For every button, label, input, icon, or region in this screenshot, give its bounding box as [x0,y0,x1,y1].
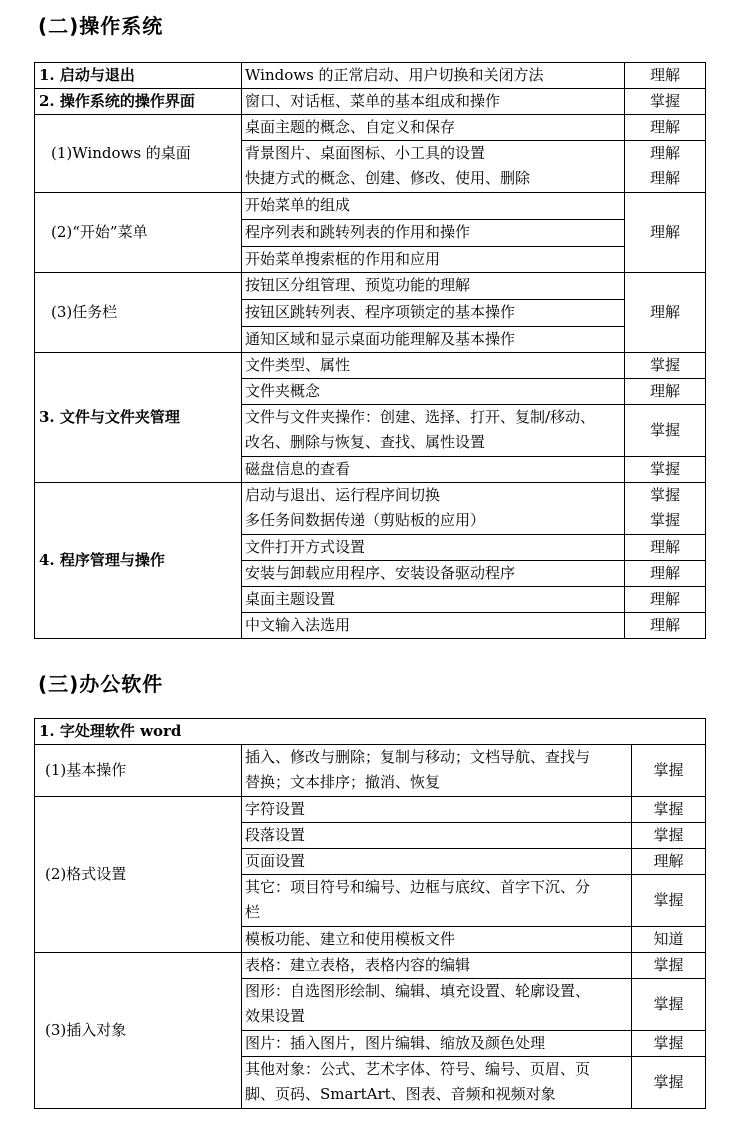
content-line: 图形：自选图形绘制、编辑、填充设置、轮廓设置、 [245,982,591,1000]
content-cell [242,193,625,273]
section-heading-os: (二)操作系统 [38,14,164,38]
category-cell: (1)Windows 的桌面 [35,115,242,193]
content-cell [242,745,632,797]
content-line: 程序列表和跳转列表的作用和操作 [242,219,624,246]
content-cell: 页面设置 [242,849,632,875]
content-line: 插入、修改与删除；复制与移动；文档导航、查找与 [245,748,591,766]
level-cell: 理解 [625,561,706,587]
content-cell [242,1057,632,1109]
subsection-title: 1. 字处理软件 word [35,719,706,745]
content-line: 开始菜单搜索框的作用和应用 [242,246,624,272]
category-cell: (2)格式设置 [35,797,242,953]
level-cell: 掌握 [632,797,706,823]
content-line: 其他对象：公式、艺术字体、符号、编号、页眉、页 [245,1060,591,1078]
content-cell: 字符设置 [242,797,632,823]
level-cell: 掌握 [632,823,706,849]
content-cell [242,875,632,927]
content-line: 多任务间数据传递（剪贴板的应用） [245,511,486,529]
level-cell: 理解 [625,587,706,613]
level-cell: 掌握 [625,457,706,483]
category-cell: (2)“开始”菜单 [35,193,242,273]
content-cell: 文件夹概念 [242,379,625,405]
content-line: 替换；文本排序；撤消、恢复 [245,773,441,791]
category-cell: (3)任务栏 [35,273,242,353]
level-cell: 掌握 [625,89,706,115]
content-cell: 中文输入法选用 [242,613,625,639]
level-line: 理解 [649,169,680,187]
content-cell: Windows 的正常启动、用户切换和关闭方法 [242,63,625,89]
content-line: 背景图片、桌面图标、小工具的设置 [245,144,486,162]
content-line: 启动与退出、运行程序间切换 [245,486,441,504]
content-cell [242,979,632,1031]
content-cell: 表格：建立表格，表格内容的编辑 [242,953,632,979]
level-cell: 理解 [625,115,706,141]
category-cell: 3. 文件与文件夹管理 [35,353,242,483]
content-line: 按钮区跳转列表、程序项锁定的基本操作 [242,299,624,326]
content-cell [242,405,625,457]
office-syllabus-table [34,718,706,1109]
level-cell: 掌握 [632,953,706,979]
level-cell: 掌握 [632,875,706,927]
content-cell: 段落设置 [242,823,632,849]
category-cell: 4. 程序管理与操作 [35,483,242,639]
level-cell [625,141,706,193]
level-cell: 掌握 [632,1031,706,1057]
level-cell: 掌握 [632,745,706,797]
content-line: 通知区域和显示桌面功能理解及基本操作 [242,326,624,352]
content-cell: 模板功能、建立和使用模板文件 [242,927,632,953]
level-line: 掌握 [649,486,680,504]
content-cell: 窗口、对话框、菜单的基本组成和操作 [242,89,625,115]
level-cell: 掌握 [625,405,706,457]
content-cell: 安装与卸载应用程序、安装设备驱动程序 [242,561,625,587]
level-cell [625,483,706,535]
os-syllabus-table [34,62,706,639]
category-cell: (3)插入对象 [35,953,242,1109]
category-cell: 1. 启动与退出 [35,63,242,89]
content-cell: 桌面主题设置 [242,587,625,613]
content-cell [242,273,625,353]
content-line: 脚、页码、SmartArt、图表、音频和视频对象 [245,1085,556,1103]
content-line: 栏 [245,903,261,921]
level-cell: 理解 [625,193,706,273]
level-cell: 理解 [625,273,706,353]
content-cell [242,483,625,535]
section-heading-office: (三)办公软件 [38,672,164,696]
content-cell: 桌面主题的概念、自定义和保存 [242,115,625,141]
level-cell: 理解 [625,379,706,405]
content-cell [242,141,625,193]
content-cell: 文件打开方式设置 [242,535,625,561]
level-cell: 理解 [625,535,706,561]
content-line: 其它：项目符号和编号、边框与底纹、首字下沉、分 [245,878,591,896]
category-cell: (1)基本操作 [35,745,242,797]
content-line: 按钮区分组管理、预览功能的理解 [245,276,471,294]
category-cell: 2. 操作系统的操作界面 [35,89,242,115]
content-cell: 磁盘信息的查看 [242,457,625,483]
content-line: 文件与文件夹操作：创建、选择、打开、复制/移动、 [245,408,596,426]
level-cell: 掌握 [632,1057,706,1109]
level-cell: 知道 [632,927,706,953]
level-cell: 理解 [632,849,706,875]
level-cell: 理解 [625,63,706,89]
level-line: 掌握 [649,511,680,529]
content-line: 快捷方式的概念、创建、修改、使用、删除 [245,169,531,187]
content-cell: 图片：插入图片，图片编辑、缩放及颜色处理 [242,1031,632,1057]
level-cell: 掌握 [625,353,706,379]
level-cell: 理解 [625,613,706,639]
level-cell: 掌握 [632,979,706,1031]
level-line: 理解 [649,144,680,162]
content-line: 改名、删除与恢复、查找、属性设置 [245,433,486,451]
content-cell: 文件类型、属性 [242,353,625,379]
content-line: 效果设置 [245,1007,306,1025]
content-line: 开始菜单的组成 [245,196,351,214]
